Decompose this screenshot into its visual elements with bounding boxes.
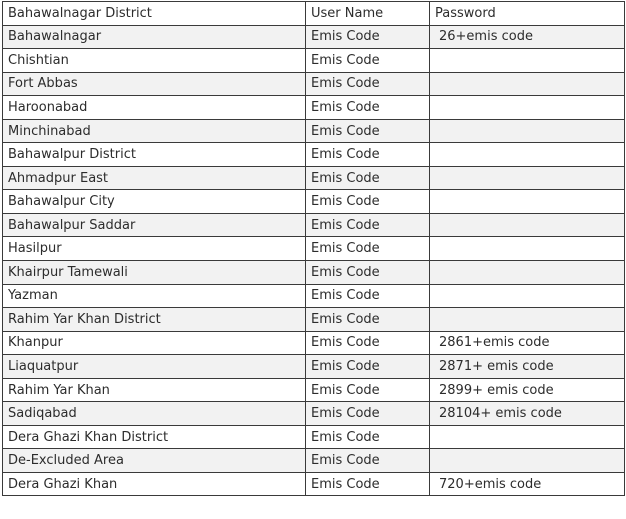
table-row — [3, 166, 625, 190]
credentials-table-wrapper — [2, 1, 625, 496]
cell-user-name: Emis Code — [306, 425, 430, 449]
cell-location: Fort Abbas — [3, 72, 306, 96]
cell-user-name: Emis Code — [306, 96, 430, 120]
cell-location: Khanpur — [3, 331, 306, 355]
table-header-row — [3, 2, 625, 26]
cell-user-name: Emis Code — [306, 166, 430, 190]
cell-password: 720+emis code — [430, 472, 625, 496]
cell-password: 28104+ emis code — [430, 402, 625, 426]
cell-location: Bahawalpur City — [3, 190, 306, 214]
cell-password — [430, 143, 625, 167]
table-row — [3, 261, 625, 285]
cell-user-name: Emis Code — [306, 402, 430, 426]
cell-location: Hasilpur — [3, 237, 306, 261]
table-row — [3, 49, 625, 73]
header-user-name: User Name — [306, 2, 430, 26]
header-district: Bahawalnagar District — [3, 2, 306, 26]
table-row — [3, 472, 625, 496]
cell-password: 2871+ emis code — [430, 355, 625, 379]
cell-location: Bahawalpur District — [3, 143, 306, 167]
table-row — [3, 425, 625, 449]
cell-location: Dera Ghazi Khan — [3, 472, 306, 496]
cell-password — [430, 308, 625, 332]
table-row — [3, 402, 625, 426]
cell-password — [430, 96, 625, 120]
cell-password — [430, 119, 625, 143]
cell-password — [430, 261, 625, 285]
table-row — [3, 213, 625, 237]
cell-password — [430, 237, 625, 261]
cell-user-name: Emis Code — [306, 378, 430, 402]
cell-location: Rahim Yar Khan — [3, 378, 306, 402]
cell-location: De-Excluded Area — [3, 449, 306, 473]
cell-user-name: Emis Code — [306, 237, 430, 261]
cell-password — [430, 190, 625, 214]
cell-password: 2899+ emis code — [430, 378, 625, 402]
cell-user-name: Emis Code — [306, 261, 430, 285]
cell-location: Khairpur Tamewali — [3, 261, 306, 285]
cell-location: Dera Ghazi Khan District — [3, 425, 306, 449]
cell-user-name: Emis Code — [306, 25, 430, 49]
table-row — [3, 237, 625, 261]
cell-user-name: Emis Code — [306, 49, 430, 73]
cell-user-name: Emis Code — [306, 72, 430, 96]
table-row — [3, 308, 625, 332]
table-row — [3, 331, 625, 355]
cell-password — [430, 284, 625, 308]
cell-password — [430, 166, 625, 190]
cell-password — [430, 72, 625, 96]
cell-location: Rahim Yar Khan District — [3, 308, 306, 332]
cell-password: 26+emis code — [430, 25, 625, 49]
cell-location: Bahawalpur Saddar — [3, 213, 306, 237]
cell-location: Chishtian — [3, 49, 306, 73]
cell-location: Bahawalnagar — [3, 25, 306, 49]
cell-user-name: Emis Code — [306, 308, 430, 332]
table-row — [3, 190, 625, 214]
table-row — [3, 355, 625, 379]
cell-password — [430, 213, 625, 237]
table-row — [3, 25, 625, 49]
table-row — [3, 449, 625, 473]
cell-user-name: Emis Code — [306, 119, 430, 143]
cell-user-name: Emis Code — [306, 190, 430, 214]
cell-location: Sadiqabad — [3, 402, 306, 426]
table-row — [3, 284, 625, 308]
table-row — [3, 143, 625, 167]
cell-password — [430, 425, 625, 449]
cell-user-name: Emis Code — [306, 472, 430, 496]
table-row — [3, 378, 625, 402]
cell-location: Liaquatpur — [3, 355, 306, 379]
header-password: Password — [430, 2, 625, 26]
cell-user-name: Emis Code — [306, 213, 430, 237]
cell-location: Haroonabad — [3, 96, 306, 120]
cell-location: Minchinabad — [3, 119, 306, 143]
cell-user-name: Emis Code — [306, 284, 430, 308]
table-body — [3, 25, 625, 496]
cell-user-name: Emis Code — [306, 143, 430, 167]
cell-password — [430, 49, 625, 73]
cell-user-name: Emis Code — [306, 355, 430, 379]
table-row — [3, 96, 625, 120]
cell-password — [430, 449, 625, 473]
cell-location: Ahmadpur East — [3, 166, 306, 190]
cell-user-name: Emis Code — [306, 331, 430, 355]
cell-user-name: Emis Code — [306, 449, 430, 473]
table-row — [3, 119, 625, 143]
credentials-table — [2, 1, 625, 496]
cell-password: 2861+emis code — [430, 331, 625, 355]
table-row — [3, 72, 625, 96]
cell-location: Yazman — [3, 284, 306, 308]
